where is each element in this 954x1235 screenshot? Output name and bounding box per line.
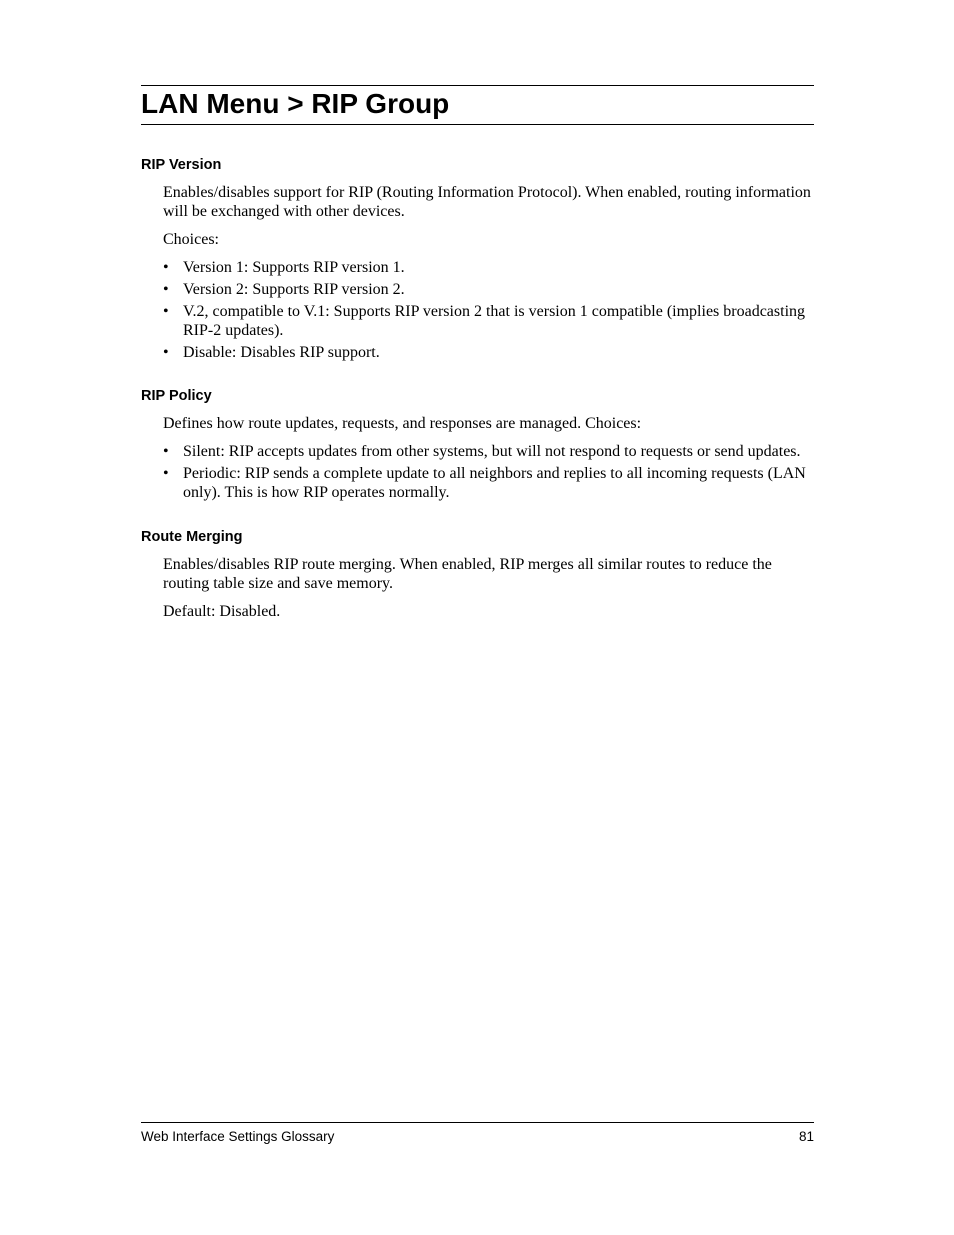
bullet-icon: • <box>163 303 169 320</box>
route-merging-default: Default: Disabled. <box>163 603 281 620</box>
rip-version-description: Enables/disables support for RIP (Routing Information Protocol). When enabled, routing information will be exchanged with other devices. <box>163 184 811 220</box>
bullet-icon: • <box>163 465 169 482</box>
section-heading-rip-version: RIP Version <box>141 157 222 173</box>
list-item-text: Silent: RIP accepts updates from other systems, but will not respond to requests or send updates. <box>183 443 801 460</box>
page-footer <box>141 1122 814 1145</box>
rip-policy-description: Defines how route updates, requests, and responses are managed. Choices: <box>163 415 642 432</box>
rip-version-choices-list <box>141 258 814 362</box>
bullet-icon: • <box>163 259 169 276</box>
footer-document-title: Web Interface Settings Glossary <box>141 1129 335 1144</box>
document-page <box>141 85 814 621</box>
bullet-icon: • <box>163 344 169 361</box>
page-title: LAN Menu > RIP Group <box>141 88 450 119</box>
rip-policy-choices-list <box>141 442 814 502</box>
list-item-text: Disable: Disables RIP support. <box>183 344 380 361</box>
list-item <box>141 343 814 362</box>
list-item <box>141 464 814 502</box>
list-item-text: Version 1: Supports RIP version 1. <box>183 259 405 276</box>
bullet-icon: • <box>163 281 169 298</box>
list-item <box>141 442 814 461</box>
section-heading-route-merging: Route Merging <box>141 529 243 545</box>
list-item-text: Version 2: Supports RIP version 2. <box>183 281 405 298</box>
footer-page-number: 81 <box>798 1129 814 1144</box>
list-item-text: V.2, compatible to V.1: Supports RIP version 2 that is version 1 compatible (implies broadcasting RIP-2 updates). <box>183 303 806 339</box>
list-item <box>141 280 814 299</box>
rip-version-choices-label: Choices: <box>163 231 219 248</box>
list-item-text: Periodic: RIP sends a complete update to all neighbors and replies to all incoming requests (LAN only). This is how RIP operates normally. <box>183 465 806 501</box>
route-merging-description: Enables/disables RIP route merging. When enabled, RIP merges all similar routes to reduce the routing table size and save memory. <box>163 556 772 592</box>
title-rule-bottom <box>141 124 814 125</box>
list-item <box>141 302 814 340</box>
bullet-icon: • <box>163 443 169 460</box>
section-heading-rip-policy: RIP Policy <box>141 388 212 404</box>
list-item <box>141 258 814 277</box>
